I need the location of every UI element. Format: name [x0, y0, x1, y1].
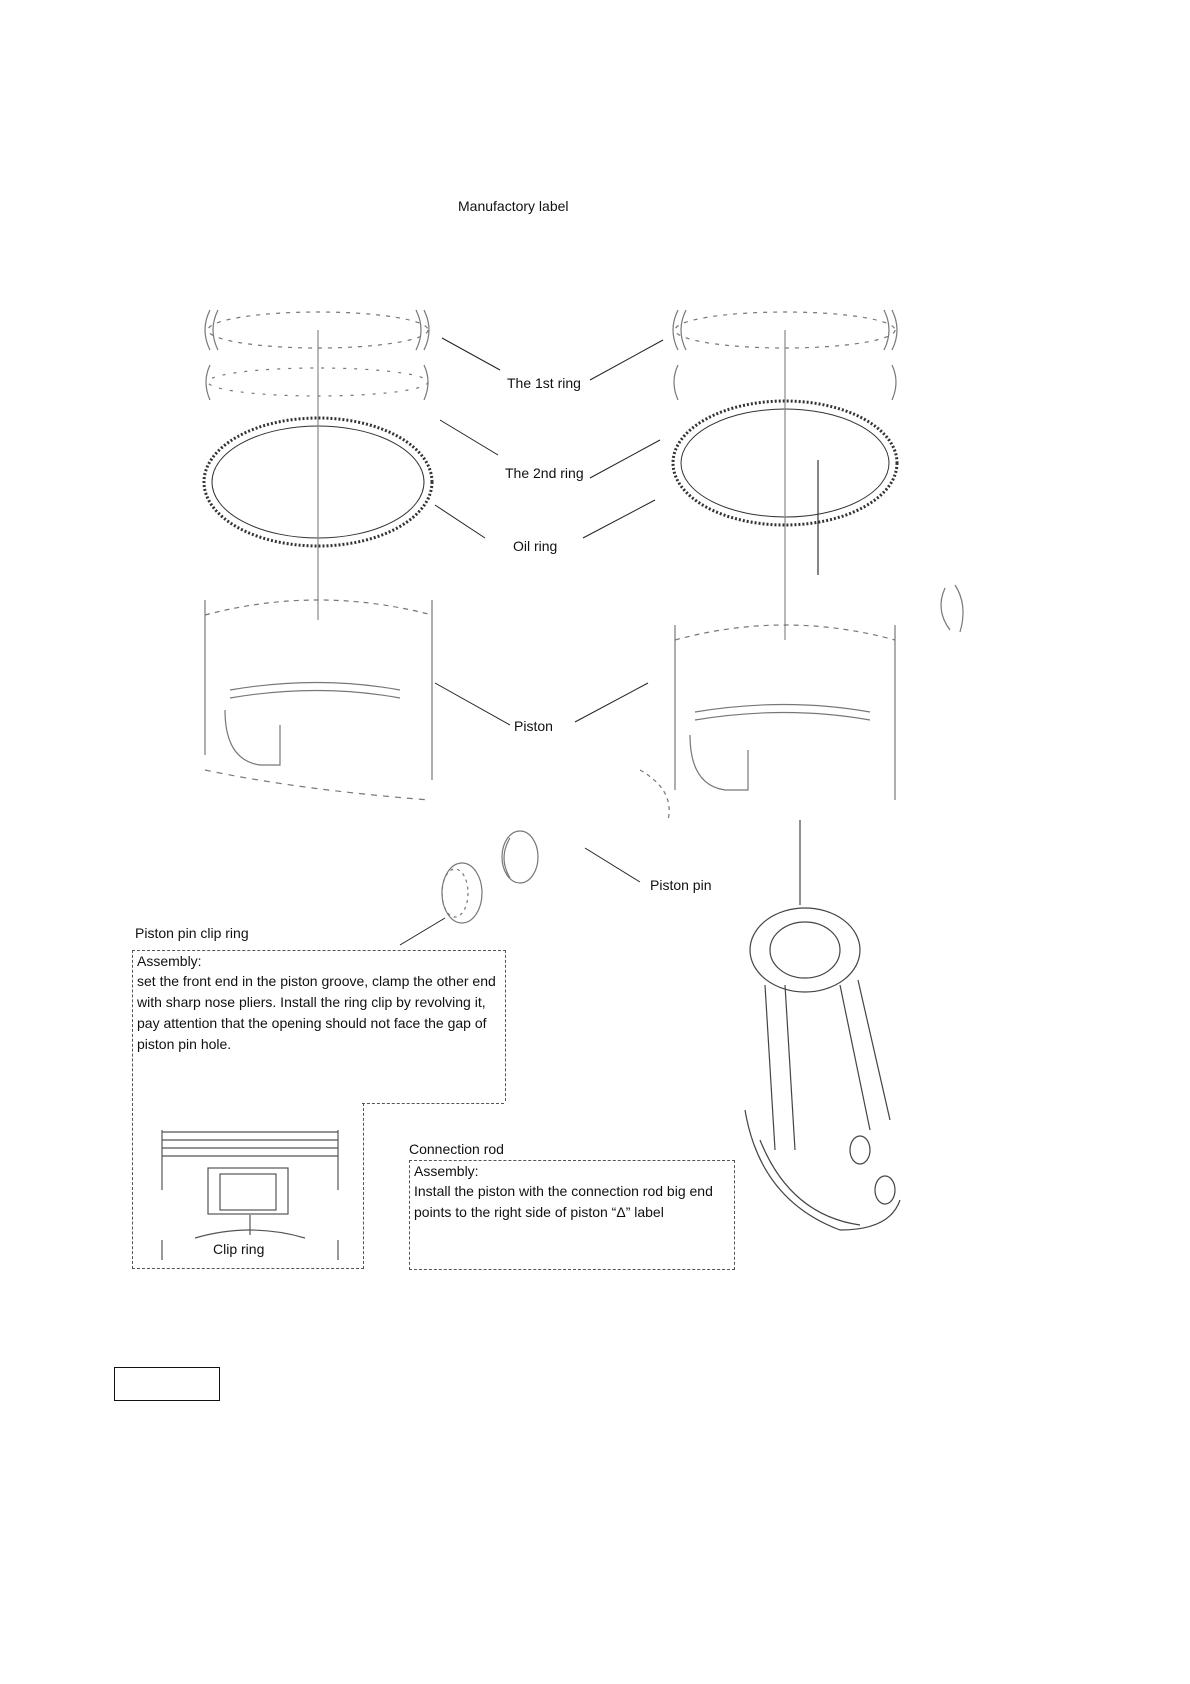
page-number-box: [114, 1367, 220, 1401]
label-clip-ring: Clip ring: [213, 1241, 265, 1257]
label-second-ring: The 2nd ring: [505, 465, 584, 481]
label-piston: Piston: [514, 718, 553, 734]
clip-ring-assembly-box: [132, 950, 506, 1101]
label-manufactory: Manufactory label: [458, 198, 569, 214]
label-piston-pin: Piston pin: [650, 877, 712, 893]
left-second-ring: [206, 365, 428, 400]
connection-rod-shape: [745, 820, 900, 1230]
connection-rod-assembly-title: Assembly:: [414, 1163, 479, 1179]
clip-ring-assembly-title: Assembly:: [137, 953, 202, 969]
label-oil-ring: Oil ring: [513, 538, 558, 554]
piston-pin-shape: [502, 770, 669, 883]
leader-lines: [400, 338, 663, 945]
connection-rod-assembly-box: [409, 1160, 735, 1270]
connection-rod-assembly-text: Install the piston with the connection rod big end points to the right side of piston “Δ” label: [414, 1183, 713, 1220]
left-first-ring: [205, 310, 429, 350]
right-piston: [675, 625, 895, 800]
clip-ring-assembly-text: set the front end in the piston groove, clamp the other end with sharp nose pliers. Install the ring clip by revolving it, pay attention that the opening should not face the gap of piston pin hole.: [137, 973, 496, 1052]
label-connection-rod: Connection rod: [409, 1141, 504, 1157]
piston-pin-clip-shapes: [442, 863, 482, 923]
label-piston-pin-clip-ring: Piston pin clip ring: [135, 925, 249, 941]
clip-ring-box-step: [362, 1103, 504, 1104]
left-piston: [205, 600, 432, 800]
label-first-ring: The 1st ring: [507, 375, 581, 391]
right-clip: [941, 585, 963, 632]
